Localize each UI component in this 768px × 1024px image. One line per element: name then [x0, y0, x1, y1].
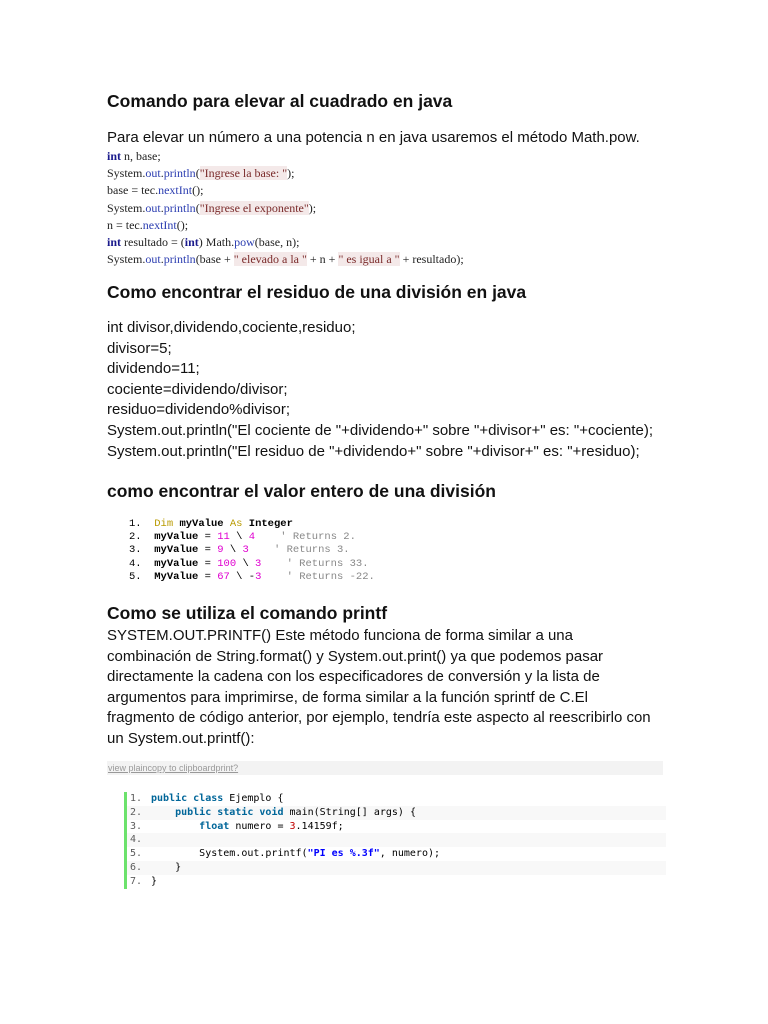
- code-toolbar: [107, 761, 663, 775]
- text-line: cociente=dividendo/divisor;: [107, 380, 288, 398]
- code-line: 3. float numero = 3.14159f;: [130, 820, 344, 832]
- residuo-code-text: [107, 318, 653, 462]
- text-line: directamente la cadena con los especificadores de conversión y la lista de: [107, 668, 600, 686]
- text-line: divisor=5;: [107, 339, 172, 357]
- code-line: 2. myValue = 11 \ 4 ' Returns 2.: [129, 531, 356, 544]
- text-line: int divisor,dividendo,cociente,residuo;: [107, 319, 356, 336]
- text-line: argumentos para imprimirse, de forma similar a la función sprintf de C.El: [107, 688, 589, 706]
- heading-valor-entero: como encontrar el valor entero de una división: [107, 481, 496, 501]
- vb-code-block: [129, 518, 375, 584]
- code-line: n = tec.nextInt();: [107, 217, 189, 232]
- heading-residuo: Como encontrar el residuo de una división en java: [107, 282, 527, 302]
- code-line: 5. System.out.printf("PI es %.3f", numero);: [130, 848, 441, 860]
- code-line: 2. public static void main(String[] args) {: [127, 806, 666, 820]
- text-line: combinación de String.format() y System.out.print() ya que podemos pasar: [107, 647, 604, 665]
- text-line: System.out.println("El cociente de "+dividendo+" sobre "+divisor+" es: "+cociente);: [107, 421, 653, 439]
- code-line: System.out.println("Ingrese el exponente");: [107, 200, 317, 215]
- printf-paragraph: [107, 626, 651, 750]
- code-line: 6. }: [127, 861, 666, 875]
- text-line: System.out.println("El residuo de "+dividendo+" sobre "+divisor+" es: "+residuo);: [107, 442, 640, 460]
- text-line: un System.out.printf():: [107, 729, 255, 747]
- text-line: dividendo=11;: [107, 360, 200, 378]
- text-line: SYSTEM.OUT.PRINTF() Este método funciona de forma similar a una: [107, 627, 573, 644]
- heading-elevar-cuadrado: Comando para elevar al cuadrado en java: [107, 91, 453, 111]
- code-line: base = tec.nextInt();: [107, 183, 204, 198]
- text-line: residuo=dividendo%divisor;: [107, 401, 291, 419]
- java-class-code-block: [124, 792, 666, 889]
- code-toolbar-links[interactable]: view plaincopy to clipboardprint?: [108, 763, 239, 773]
- code-line: int n, base;: [107, 149, 161, 163]
- code-line: System.out.println("Ingrese la base: ");: [107, 166, 295, 181]
- code-line: 1. public class Ejemplo {: [130, 793, 284, 804]
- code-line: 4.: [127, 833, 666, 847]
- intro-paragraph: Para elevar un número a una potencia n en java usaremos el método Math.pow.: [107, 129, 640, 146]
- code-line: 4. myValue = 100 \ 3 ' Returns 33.: [129, 557, 369, 570]
- code-line: 1. Dim myValue As Integer: [129, 518, 293, 530]
- code-line: 7. }: [130, 875, 158, 887]
- text-line: fragmento de código anterior, por ejemplo, tendría este aspecto al reescribirlo con: [107, 709, 651, 727]
- code-line: 3. myValue = 9 \ 3 ' Returns 3.: [129, 544, 350, 557]
- code-line: 5. MyValue = 67 \ -3 ' Returns -22.: [129, 570, 375, 583]
- java-pow-code-block: [107, 148, 464, 268]
- code-line: int resultado = (int) Math.pow(base, n);: [107, 235, 300, 250]
- code-line: System.out.println(base + " elevado a la " + n + " es igual a " + resultado);: [107, 252, 464, 267]
- heading-printf: Como se utiliza el comando printf: [107, 603, 388, 623]
